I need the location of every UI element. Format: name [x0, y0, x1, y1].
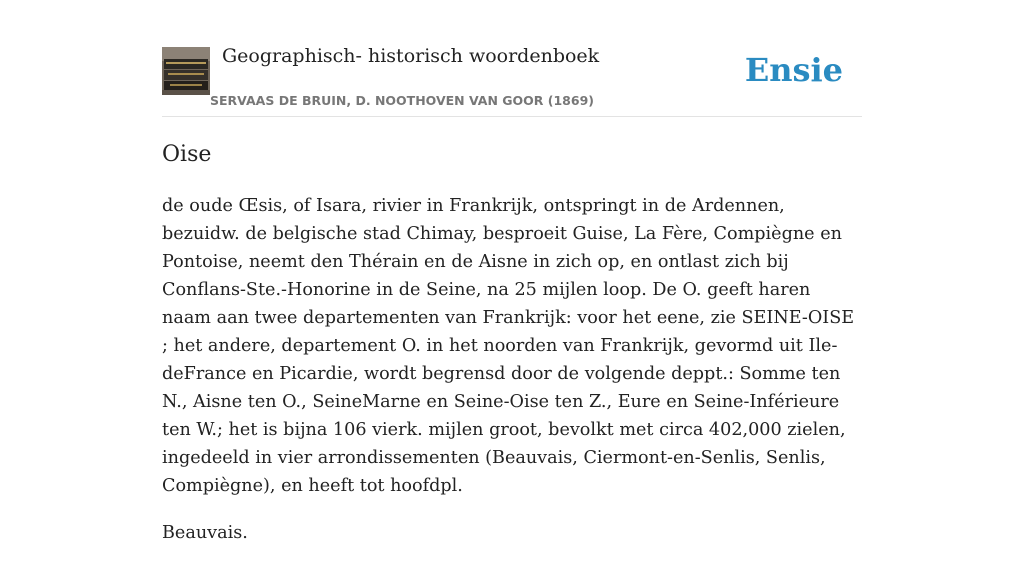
entry-body: [162, 192, 862, 566]
book-title[interactable]: Geographisch- historisch woordenboek: [222, 45, 600, 67]
entry-paragraph: de oude Œsis, of Isara, rivier in Frankrijk, ontspringt in de Ardennen, bezuidw. de belgische stad Chimay, besproeit Guise, La Fère, Compiègne en Pontoise, neemt den Thérain en de Aisne in zich op, en ontlast zich bij Conflans-Ste.-Honorine in de Seine, na 25 mijlen loop. De O. geeft haren naam aan twee departementen van Frankrijk: voor het eene, zie SEINE-OISE ; het andere, departement O. in het noorden van Frankrijk, gevormd uit Ile-deFrance en Picardie, wordt begrensd door de volgende deppt.: Somme ten N., Aisne ten O., SeineMarne en Seine-Oise ten Z., Eure en Seine-Inférieure ten W.; het is bijna 106 vierk. mijlen groot, bevolkt met circa 402,000 zielen, ingedeeld in vier arrondissementen (Beauvais, Ciermont-en-Senlis, Senlis, Compiègne), en heeft tot hoofdpl.: [162, 196, 855, 496]
entry-title: Oise: [162, 142, 212, 167]
ensie-logo[interactable]: Ensie: [744, 51, 843, 89]
entry-paragraph: Beauvais.: [162, 523, 248, 543]
header: [162, 0, 862, 117]
book-authors: SERVAAS DE BRUIN, D. NOOTHOVEN VAN GOOR (1869): [210, 93, 594, 108]
book-cover-thumbnail-icon[interactable]: [162, 47, 210, 95]
